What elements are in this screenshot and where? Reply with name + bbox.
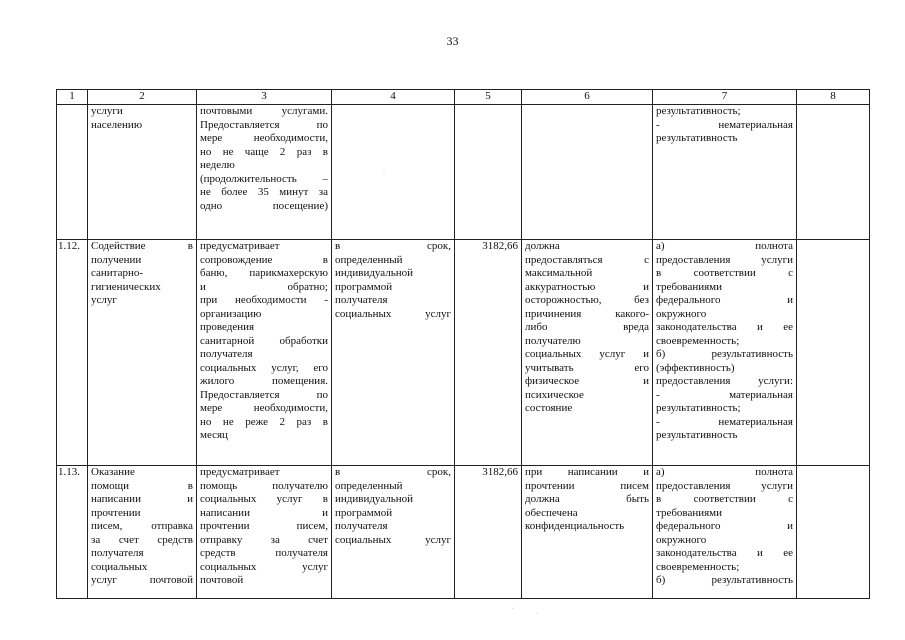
cell-line: учитывать его	[525, 361, 649, 374]
cell-line: аккуратностью и	[525, 280, 649, 293]
cell-line: требованиями	[656, 506, 723, 519]
service-description-cell	[197, 105, 332, 240]
cell-line: индивидуальной	[335, 493, 414, 505]
cell-line: социальных услуг в	[200, 493, 328, 505]
cell-line: окружного	[656, 533, 707, 546]
row-number	[57, 105, 88, 240]
cell-line: получателя	[335, 294, 388, 306]
cell-line: получателя	[91, 547, 144, 559]
cell-line: - материальная	[656, 388, 793, 401]
cell-line: жилого помещения.	[200, 375, 328, 387]
cell-line: помощь получателю	[200, 479, 328, 492]
cell-line: б) результативность	[656, 348, 793, 360]
quality-conditions-cell	[522, 105, 653, 240]
service-description-cell	[197, 240, 332, 466]
column-header: 6	[522, 90, 653, 105]
column-header: 4	[332, 90, 455, 105]
tariff-cell	[455, 466, 522, 599]
scan-artifact: ·	[536, 611, 538, 617]
cell-line: писем, отправка	[91, 520, 193, 532]
page-number: 33	[446, 34, 459, 48]
table-row	[57, 466, 870, 599]
cell-line: населению	[91, 118, 143, 131]
cell-line: прочтении писем,	[200, 520, 328, 532]
cell-line: получателя	[335, 520, 388, 532]
cell-line: отправку за счет	[200, 533, 328, 546]
cell-line: (продолжительность –	[200, 172, 328, 185]
cell-line: получении	[91, 253, 142, 266]
service-name-cell	[88, 466, 197, 599]
cell-line: б) результативность	[656, 574, 793, 586]
cell-line: (эффективность)	[656, 361, 735, 374]
cell-line: получателя	[200, 348, 253, 360]
cell-line: гигиенических	[91, 280, 161, 293]
evaluation-criteria-cell	[653, 466, 797, 599]
cell-line: максимальной	[525, 267, 593, 279]
cell-line: почтовыми услугами.	[200, 105, 328, 117]
cell-line: в соответствии с	[656, 267, 793, 279]
service-name-cell	[88, 240, 197, 466]
cell-line: федерального и	[656, 520, 793, 532]
cell-line: прочтении писем	[525, 479, 649, 492]
row-number: 1.13.	[57, 466, 88, 599]
cell-line: прочтении	[91, 506, 141, 519]
cell-line: баню, парикмахерскую	[200, 267, 328, 279]
evaluation-criteria-cell	[653, 240, 797, 466]
tariff-cell	[455, 105, 522, 240]
cell-line: мере необходимости,	[200, 402, 328, 414]
notes-cell	[797, 466, 870, 599]
cell-line: предоставления услуги	[656, 253, 793, 266]
cell-line: - нематериальная	[656, 415, 793, 428]
cell-line: социальных услуг	[200, 560, 328, 573]
cell-line: при написании и	[525, 466, 649, 478]
cell-line: социальных услуг	[335, 533, 451, 546]
cell-line: предоставления услуги:	[656, 375, 793, 387]
service-term-cell	[332, 240, 455, 466]
cell-line: результативность;	[656, 105, 741, 117]
cell-line: Оказание	[91, 466, 135, 478]
tariff-cell	[455, 240, 522, 466]
cell-line: результативность;	[656, 402, 741, 414]
cell-line: - нематериальная	[656, 118, 793, 131]
cell-line: санитарно-	[91, 267, 144, 279]
column-header: 5	[455, 90, 522, 105]
cell-line: и обратно;	[200, 280, 328, 293]
cell-line: социальных	[91, 560, 148, 573]
cell-line: должна быть	[525, 493, 649, 505]
cell-line: одно посещение)	[200, 199, 328, 212]
cell-line: сопровождение в	[200, 253, 328, 266]
scan-artifact: ·	[383, 168, 385, 174]
cell-line: должна	[525, 240, 560, 252]
cell-line: своевременность;	[656, 560, 740, 573]
cell-line: получателю	[525, 334, 581, 347]
cell-line: либо вреда	[525, 321, 649, 333]
cell-line: результативность	[656, 429, 738, 441]
cell-line: услуг	[91, 294, 117, 306]
cell-line: в срок,	[335, 466, 451, 478]
evaluation-criteria-cell	[653, 105, 797, 240]
cell-line: помощи в	[91, 479, 193, 492]
table-row	[57, 240, 870, 466]
cell-line: услуг почтовой	[91, 574, 193, 586]
service-description-cell	[197, 466, 332, 599]
cell-line: не более 35 минут за	[200, 186, 328, 198]
cell-line: законодательства и ее	[656, 321, 793, 333]
cell-line: организацию	[200, 307, 262, 320]
cell-line: социальных услуг	[335, 307, 451, 320]
cell-line: требованиями	[656, 280, 723, 293]
cell-line: но не реже 2 раз в	[200, 415, 328, 428]
cell-line: при необходимости -	[200, 294, 328, 306]
service-term-cell	[332, 105, 455, 240]
cell-line: конфиденциальность	[525, 520, 625, 532]
cell-line: физическое и	[525, 375, 649, 387]
column-header: 7	[653, 90, 797, 105]
cell-line: Содействие в	[91, 240, 193, 252]
cell-line: а) полнота	[656, 240, 793, 252]
cell-line: услуги	[91, 105, 123, 117]
cell-line: определенный	[335, 479, 403, 492]
cell-line: программой	[335, 506, 393, 519]
column-header: 8	[797, 90, 870, 105]
quality-conditions-cell	[522, 240, 653, 466]
cell-line: результативность	[656, 132, 738, 144]
column-header: 1	[57, 90, 88, 105]
cell-line: осторожностью, без	[525, 294, 649, 306]
cell-line: определенный	[335, 253, 403, 266]
cell-line: причинения какого-	[525, 307, 649, 320]
cell-line: обеспечена	[525, 506, 578, 519]
cell-line: Предоставляется по	[200, 118, 328, 131]
cell-line: мере необходимости,	[200, 132, 328, 144]
cell-line: санитарной обработки	[200, 334, 328, 347]
cell-line: но не чаще 2 раз в	[200, 145, 328, 158]
cell-line: в срок,	[335, 240, 451, 252]
service-name-cell	[88, 105, 197, 240]
cell-line: федерального и	[656, 294, 793, 306]
column-header: 3	[197, 90, 332, 105]
cell-line: предусматривает	[200, 466, 280, 478]
column-header: 2	[88, 90, 197, 105]
table-row	[57, 105, 870, 240]
cell-line: за счет средств	[91, 533, 193, 546]
cell-line: проведения	[200, 321, 255, 333]
scan-artifact: ·	[512, 606, 514, 612]
cell-line: в соответствии с	[656, 493, 793, 505]
cell-line: почтовой	[200, 574, 244, 586]
cell-line: своевременность;	[656, 334, 740, 347]
cell-line: средств получателя	[200, 547, 328, 559]
cell-line: индивидуальной	[335, 267, 414, 279]
cell-line: месяц	[200, 429, 228, 441]
cell-line: окружного	[656, 307, 707, 320]
cell-line: неделю	[200, 159, 235, 171]
tariff-value: 3182,66	[482, 240, 518, 252]
cell-line: предоставления услуги	[656, 479, 793, 492]
cell-line: написании и	[91, 493, 193, 505]
service-term-cell	[332, 466, 455, 599]
quality-conditions-cell	[522, 466, 653, 599]
cell-line: написании и	[200, 506, 328, 519]
table-header-row	[57, 90, 870, 105]
tariff-value: 3182,66	[482, 466, 518, 478]
cell-line: программой	[335, 280, 393, 293]
cell-line: Предоставляется по	[200, 388, 328, 401]
notes-cell	[797, 240, 870, 466]
cell-line: законодательства и ее	[656, 547, 793, 559]
services-table	[56, 89, 870, 599]
cell-line: состояние	[525, 402, 573, 414]
cell-line: социальных услуг, его	[200, 361, 328, 374]
cell-line: предусматривает	[200, 240, 280, 252]
notes-cell	[797, 105, 870, 240]
cell-line: психическое	[525, 388, 584, 401]
cell-line: а) полнота	[656, 466, 793, 478]
cell-line: социальных услуг и	[525, 348, 649, 360]
row-number: 1.12.	[57, 240, 88, 466]
cell-line: предоставляться с	[525, 253, 649, 266]
